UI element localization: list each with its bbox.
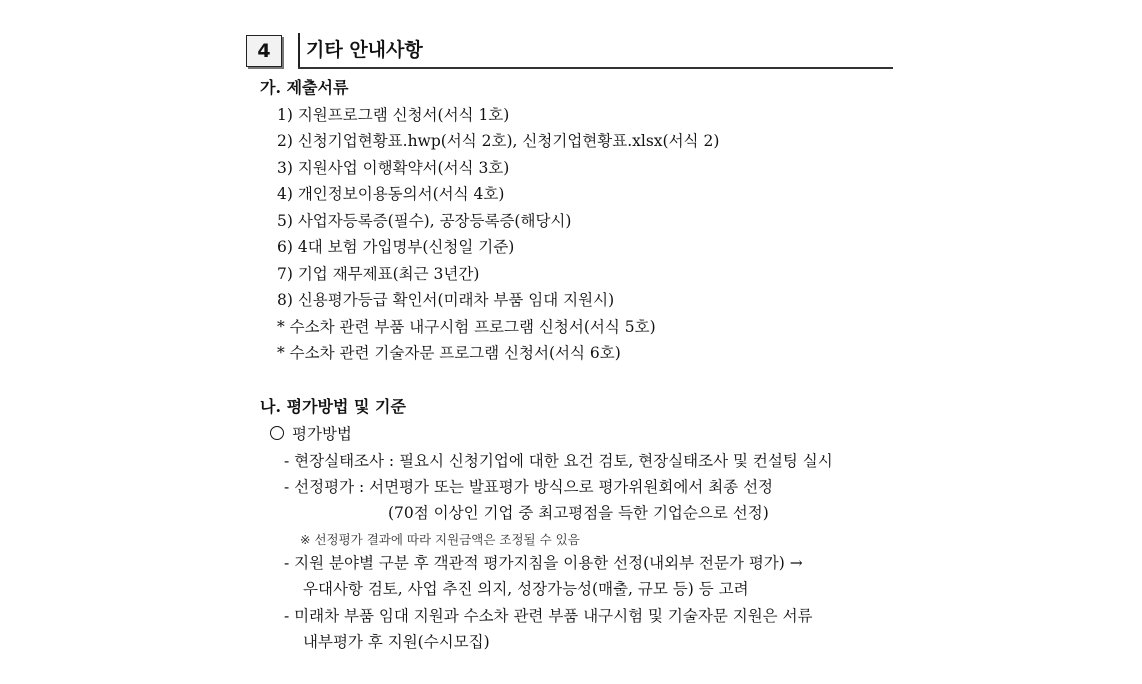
document-item: 8) 신용평가등급 확인서(미래차 부품 임대 지원시) <box>277 291 615 309</box>
evaluation-subheading-label: 평가방법 <box>292 425 352 443</box>
evaluation-line: - 미래차 부품 임대 지원과 수소차 관련 부품 내구시험 및 기술자문 지원은 서류 <box>284 607 813 625</box>
evaluation-line: - 지원 분야별 구분 후 객관적 평가지침을 이용한 선정(내외부 전문가 평가) → <box>284 554 803 572</box>
evaluation-line: 우대사항 검토, 사업 추진 의지, 성장가능성(매출, 규모 등) 등 고려 <box>303 580 749 598</box>
section-header <box>246 35 893 69</box>
document-item: * 수소차 관련 기술자문 프로그램 신청서(서식 6호) <box>277 344 621 362</box>
evaluation-line: 내부평가 후 지원(수시모집) <box>303 633 490 651</box>
document-item: 6) 4대 보험 가입명부(신청일 기준) <box>277 238 515 256</box>
document-item: 2) 신청기업현황표.hwp(서식 2호), 신청기업현황표.xlsx(서식 2) <box>277 132 720 150</box>
document-item: * 수소차 관련 부품 내구시험 프로그램 신청서(서식 5호) <box>277 318 656 336</box>
evaluation-line: (70점 이상인 기업 중 최고평점을 득한 기업순으로 선정) <box>388 504 769 522</box>
circle-bullet-icon <box>270 426 284 440</box>
section-divider <box>298 33 300 69</box>
evaluation-line: - 선정평가 : 서면평가 또는 발표평가 방식으로 평가위원회에서 최종 선정 <box>284 478 774 496</box>
evaluation-subheading <box>270 423 352 445</box>
document-item: 4) 개인정보이용동의서(서식 4호) <box>277 185 505 203</box>
section-underline <box>298 67 893 69</box>
document-item: 7) 기업 재무제표(최근 3년간) <box>277 265 480 283</box>
section-number-box: 4 <box>246 35 282 67</box>
document-item: 1) 지원프로그램 신청서(서식 1호) <box>277 106 510 124</box>
part-b-heading: 나. 평가방법 및 기준 <box>260 397 406 416</box>
evaluation-note: ※ 선정평가 결과에 따라 지원금액은 조정될 수 있음 <box>300 532 580 547</box>
document-item: 3) 지원사업 이행확약서(서식 3호) <box>277 159 510 177</box>
evaluation-line: - 현장실태조사 : 필요시 신청기업에 대한 요건 검토, 현장실태조사 및 컨설팅 실시 <box>284 452 833 470</box>
part-a-heading: 가. 제출서류 <box>260 78 349 97</box>
section-title: 기타 안내사항 <box>306 39 423 61</box>
document-item: 5) 사업자등록증(필수), 공장등록증(해당시) <box>277 212 572 230</box>
